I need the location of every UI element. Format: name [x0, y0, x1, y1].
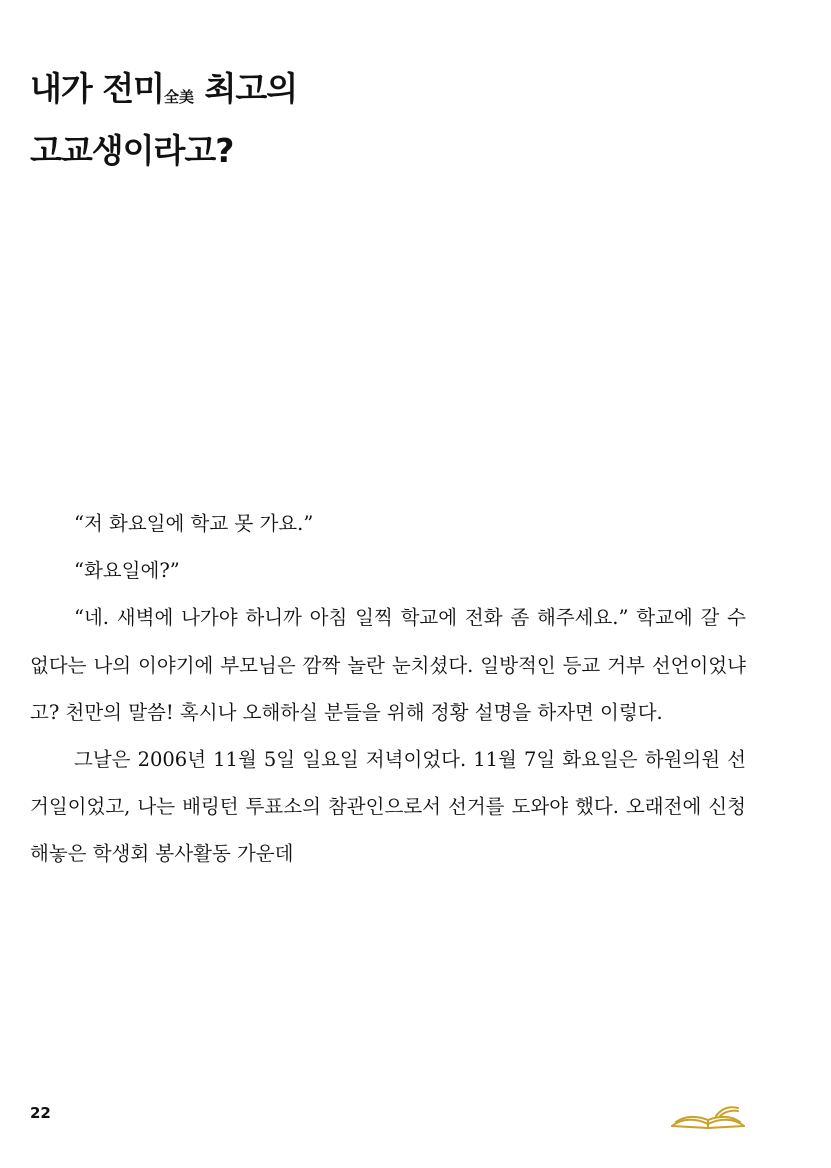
page-number: 22 [30, 1104, 51, 1122]
paragraph: “네. 새벽에 나가야 하니까 아침 일찍 학교에 전화 좀 해주세요.” 학교에 갈 수 없다는 나의 이야기에 부모님은 깜짝 놀란 눈치셨다. 일방적인 등교 거부 선언이었냐고? 천만의 말씀! 혹시나 오해하실 분들을 위해 정황 설명을 하자면 이렇다. [30, 606, 746, 724]
chapter-title-line2: 고교생이라고? [30, 131, 234, 170]
paragraph: 그날은 2006년 11월 5일 일요일 저녁이었다. 11월 7일 화요일은 하원의원 선거일이었고, 나는 배링턴 투표소의 참관인으로서 선거를 도와야 했다. 오래전에 신청해놓은 학생회 봉사활동 가운데 [30, 748, 746, 866]
paragraph: “화요일에?” [74, 559, 180, 583]
chapter-title-line1 [30, 69, 297, 108]
chapter-title-text-end: 최고의 [194, 69, 298, 108]
open-book-icon [668, 1100, 748, 1132]
chapter-title [30, 62, 530, 178]
paragraph: “저 화요일에 학교 못 가요.” [74, 512, 314, 535]
chapter-title-text: 내가 전미 [30, 69, 165, 108]
body-text [30, 500, 746, 878]
chapter-title-hanja: 全美 [164, 88, 195, 106]
